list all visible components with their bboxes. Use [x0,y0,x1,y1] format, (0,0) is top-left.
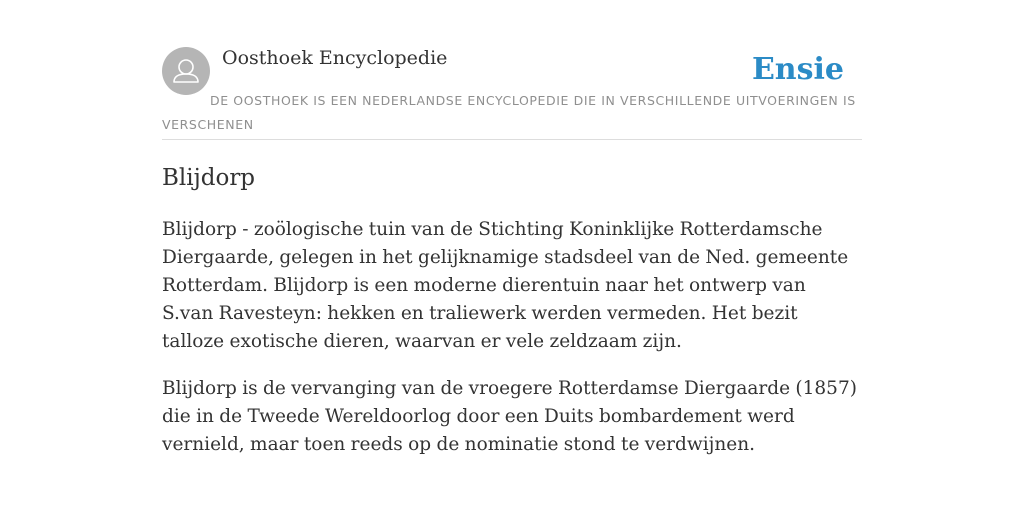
header-divider [162,139,862,140]
source-avatar[interactable] [162,47,210,95]
article-title: Blijdorp [162,165,256,191]
article-body [162,216,862,478]
article-card [162,0,862,512]
ensie-logo-link[interactable]: Ensie [751,52,844,87]
source-name-link[interactable]: Oosthoek Encyclopedie [222,47,448,69]
article-paragraph: Blijdorp is de vervanging van de vroegere Rotterdamse Diergaarde (1857) die in de Tweede Wereldoorlog door een Duits bombardement werd vernield, maar toen reeds op de nominatie stond te verdwijnen. [162,378,857,455]
source-description: DE OOSTHOEK IS EEN NEDERLANDSE ENCYCLOPEDIE DIE IN VERSCHILLENDE UITVOERINGEN IS VERSCHENEN [162,93,856,132]
user-placeholder-icon [162,47,210,95]
article-paragraph: Blijdorp - zoölogische tuin van de Stichting Koninklijke Rotterdamsche Diergaarde, gelegen in het gelijknamige stadsdeel van de Ned. gemeente Rotterdam. Blijdorp is een moderne dierentuin naar het ontwerp van S.van Ravesteyn: hekken en traliewerk werden vermeden. Het bezit talloze exotische dieren, waarvan er vele zeldzaam zijn. [162,219,849,352]
